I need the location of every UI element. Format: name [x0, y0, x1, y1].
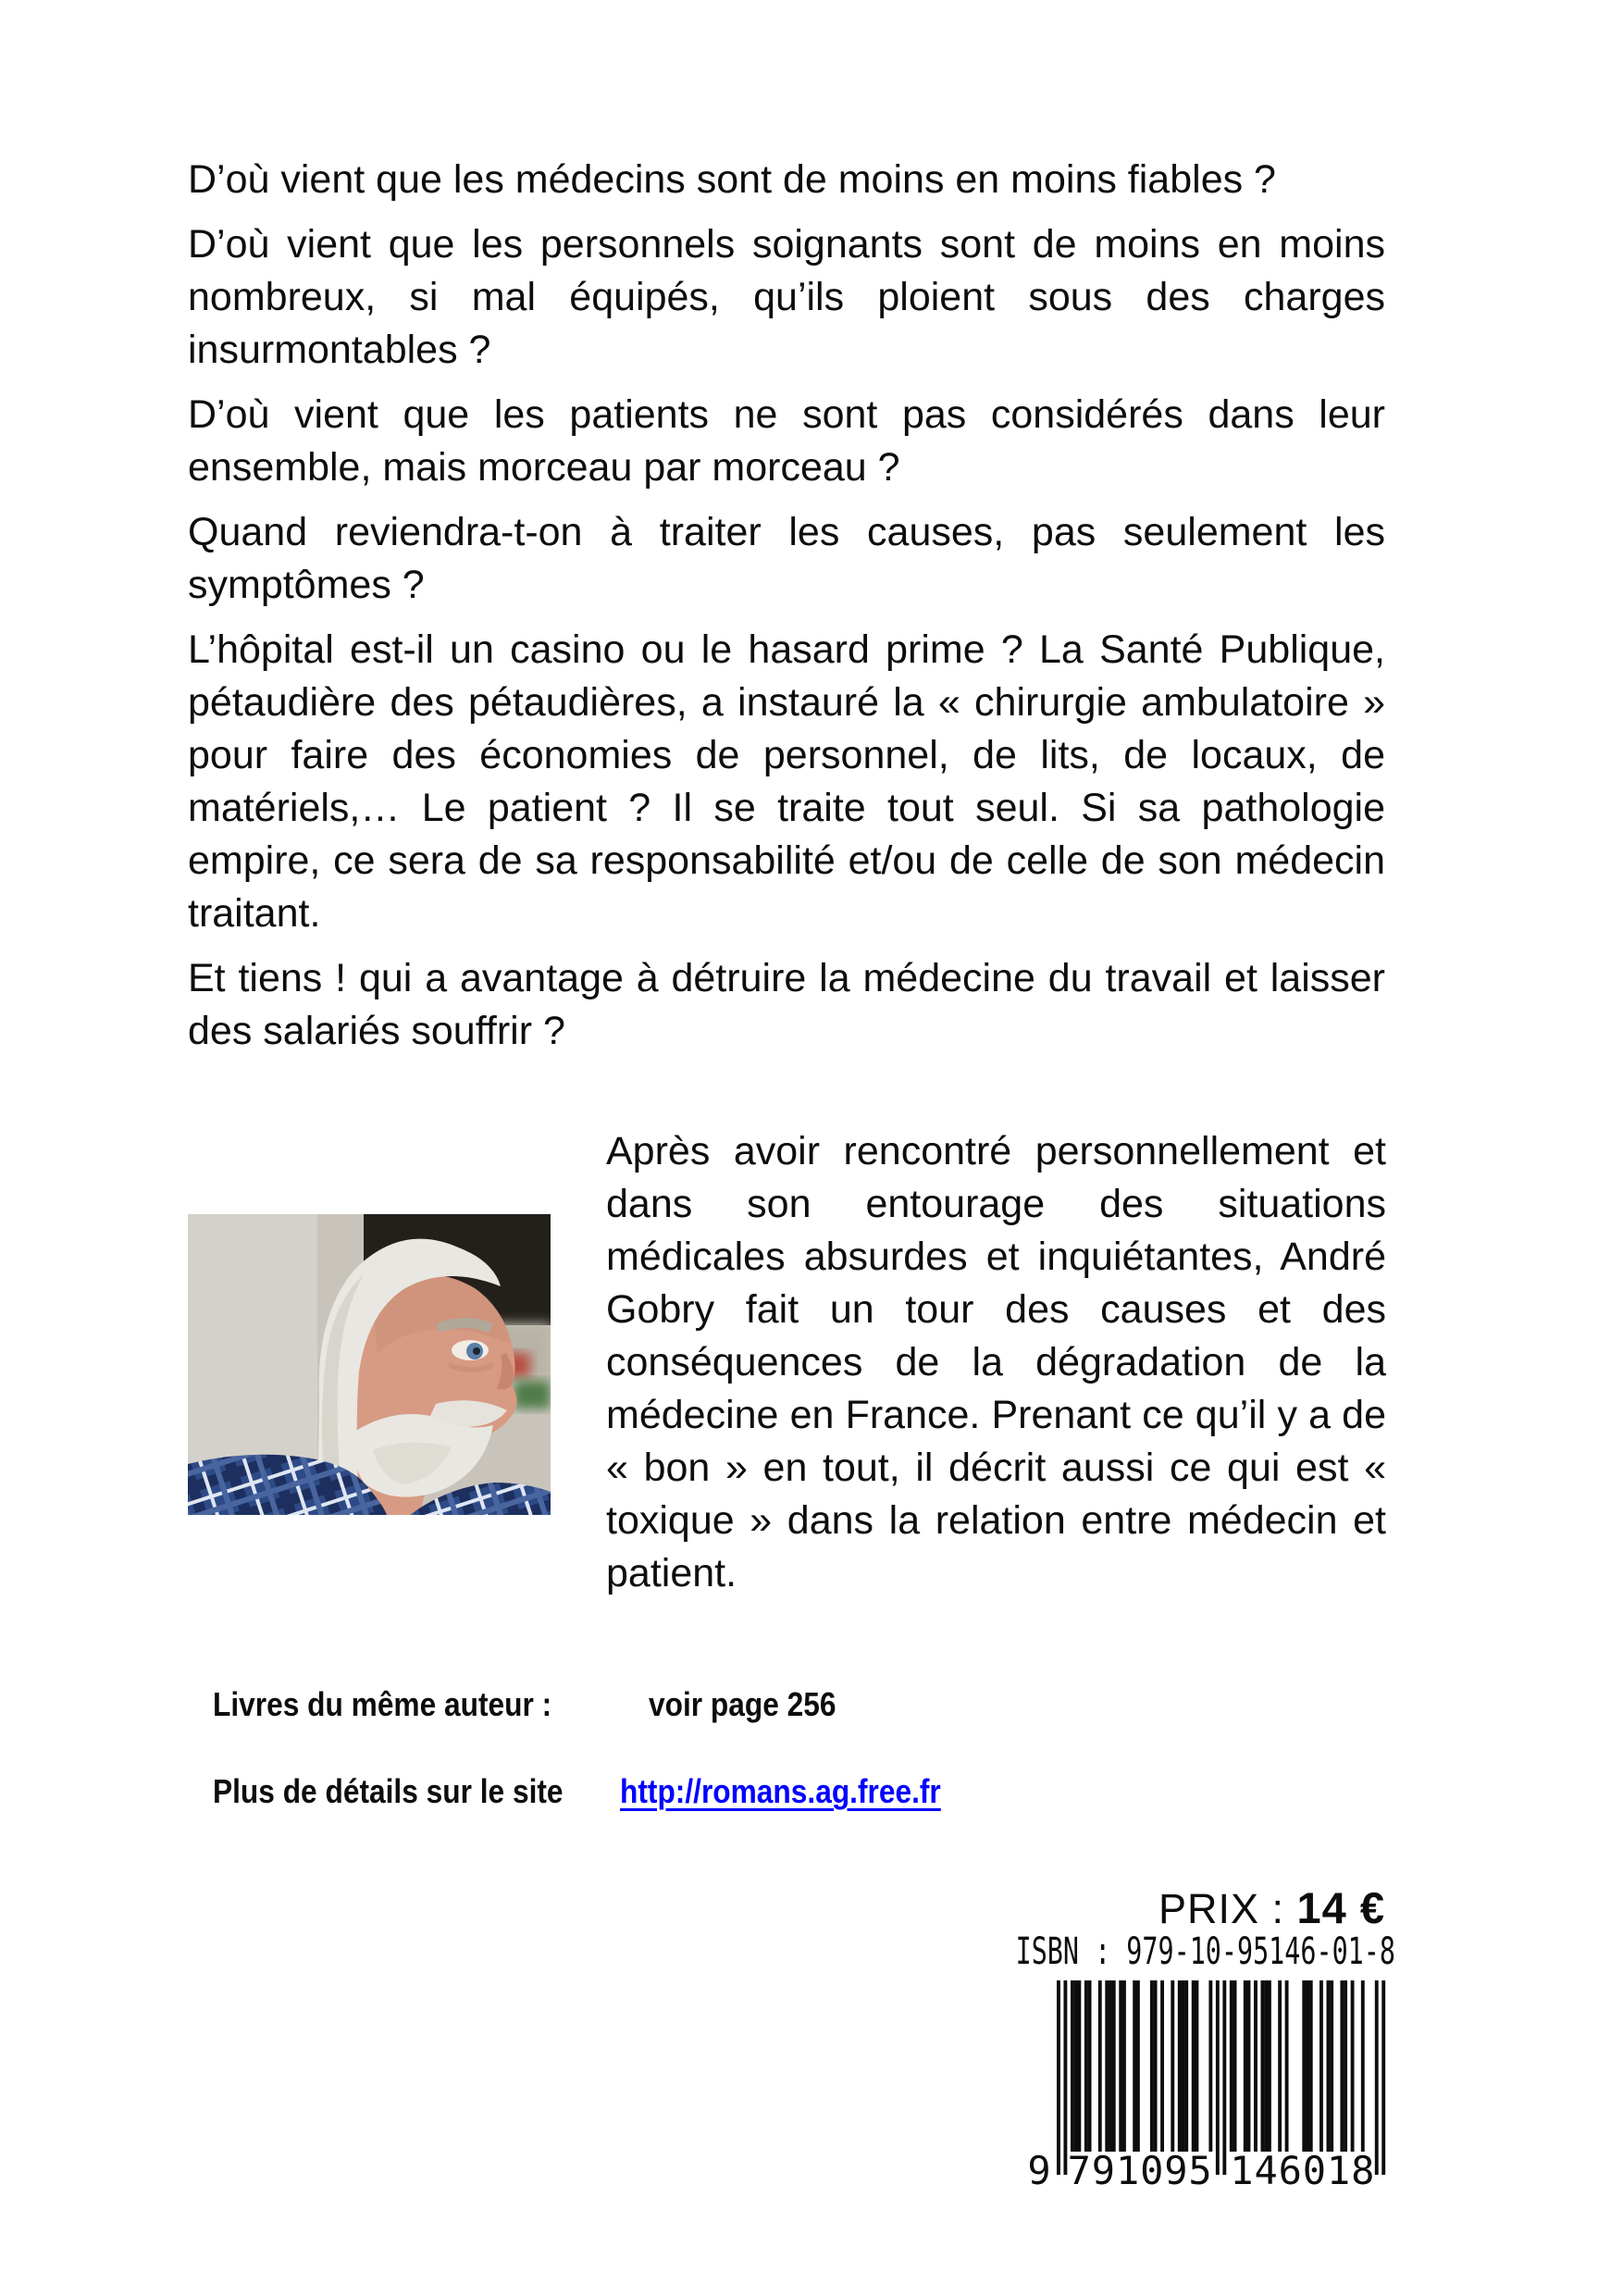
isbn-value: ISBN : 979-10-95146-01-8 [1015, 1930, 1395, 1973]
blurb-paragraph: L’hôpital est-il un casino ou le hasard prime ? La Santé Publique, pétaudière des pétaudières, a instauré la « chirurgie ambulatoire » pour faire des économies de personnel, de lits, de locaux, de matériels,… Le patient ? Il se traite tout seul. Si sa pathologie empire, ce sera de sa responsabilité et/ou de celle de son médecin traitant. [188, 627, 1385, 936]
blurb-paragraph: D’où vient que les médecins sont de moins en moins fiables ? [188, 157, 1276, 202]
price-line [1158, 1884, 1385, 1933]
barcode-digit: 5 [1188, 2148, 1212, 2189]
books-by-author-value: voir page 256 [649, 1685, 836, 1723]
website-label: Plus de détails sur le site [213, 1772, 564, 1810]
price-label: PRIX : [1158, 1885, 1284, 1932]
barcode-digit: 6 [1278, 2148, 1302, 2189]
barcode-digit: 1 [1115, 2148, 1140, 2189]
barcode-digit: 8 [1351, 2148, 1375, 2189]
blurb-paragraph: D’où vient que les personnels soignants sont de moins en moins nombreux, si mal équipés, qu’ils ploient sous des charges insurmontables ? [188, 222, 1385, 372]
books-by-author-label: Livres du même auteur : [213, 1685, 552, 1723]
barcode-digit: 9 [1091, 2148, 1116, 2189]
price-value: 14 € [1296, 1883, 1385, 1932]
blurb-paragraph: Et tiens ! qui a avantage à détruire la médecine du travail et laisser des salariés souffrir ? [188, 956, 1385, 1053]
books-by-author-line [213, 1684, 861, 1725]
blurb-text-block [188, 154, 1385, 1070]
barcode-digit: 7 [1067, 2148, 1091, 2189]
barcode-digit: 0 [1140, 2148, 1164, 2189]
blurb-paragraph: D’où vient que les patients ne sont pas considérés dans leur ensemble, mais morceau par morceau ? [188, 392, 1385, 490]
barcode-digit: 9 [1164, 2148, 1188, 2189]
barcode-digit: 1 [1230, 2148, 1254, 2189]
isbn-line [861, 1930, 1395, 1973]
author-photo [188, 1214, 551, 1515]
ean13-barcode [1018, 1971, 1388, 2189]
blurb-paragraph: Quand reviendra-t-on à traiter les causes, pas seulement les symptômes ? [188, 510, 1385, 607]
author-bio: Après avoir rencontré personnellement et dans son entourage des situations médicales absurdes et inquiétantes, André Gobry fait un tour des causes et des conséquences de la dégradation de la médecine en France. Prenant ce qu’il y a de « bon » en tout, il décrit aussi ce qui est « toxique » dans la relation entre médecin et patient. [606, 1129, 1386, 1595]
barcode-digit: 1 [1326, 2148, 1351, 2189]
barcode-digit: 9 [1027, 2148, 1051, 2189]
barcode-digit: 4 [1254, 2148, 1278, 2189]
barcode-digit: 0 [1302, 2148, 1327, 2189]
website-link[interactable]: http://romans.ag.free.fr [620, 1772, 941, 1810]
website-line [213, 1771, 985, 1812]
